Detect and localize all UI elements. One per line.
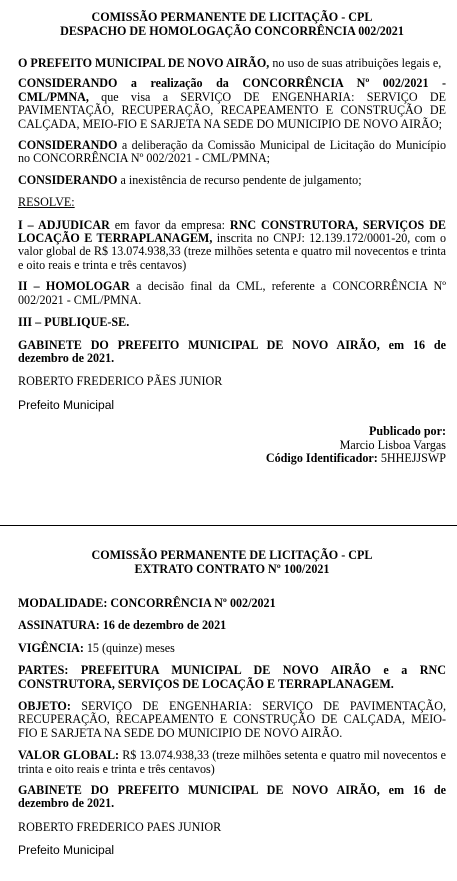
- consid2-bold: CONSIDERANDO: [18, 138, 118, 153]
- despacho-header-line1: COMISSÃO PERMANENTE DE LICITAÇÃO - CPL: [91, 10, 373, 24]
- item1-rest: em favor da empresa:: [109, 217, 230, 232]
- extrato-assinatura: [18, 619, 446, 632]
- intro-paragraph: [18, 57, 446, 70]
- item1-bold: I – ADJUDICAR: [18, 217, 110, 232]
- item-1-adjudicar: [18, 219, 446, 273]
- code-label: Código Identificador:: [265, 451, 378, 466]
- item2-ref: CONCORRÊNCIA Nº 002/2021 - CML/PMNA.: [18, 279, 446, 307]
- extrato-section: [18, 548, 446, 857]
- consid2-rest: a deliberação da Comissão Municipal de Licitação do Município no: [18, 138, 446, 166]
- consid1-object: SERVIÇO DE ENGENHARIA: SERVIÇO DE PAVIMENTAÇÃO, RECUPERAÇÃO, RECAPEAMENTO E CONSTRUÇÃO DE CALÇADA, MEIO-FIO E SARJETA NA SEDE DO MUNICIPIO DE NOVO AIRÃO;: [18, 89, 447, 131]
- objeto-label: OBJETO:: [18, 699, 71, 714]
- assinatura-label: ASSINATURA:: [18, 618, 100, 633]
- considerando-1: [18, 77, 446, 131]
- consid1-bold: CONSIDERANDO a realização da CONCORRÊNCIA Nº 002/2021 - CML/PMNA,: [18, 76, 446, 104]
- despacho-gabinete: GABINETE DO PREFEITO MUNICIPAL DE NOVO AIRÃO, em 16 de dezembro de 2021.: [18, 337, 446, 365]
- vigencia-label: VIGÊNCIA:: [18, 640, 84, 655]
- item-3-publique: III – PUBLIQUE-SE.: [18, 315, 130, 330]
- extrato-valor: [18, 749, 446, 776]
- objeto-value: SERVIÇO DE ENGENHARIA: SERVIÇO DE PAVIMENTAÇÃO, RECUPERAÇÃO, RECAPEAMENTO E CONSTRUÇÃO DE CALÇADA, MEIO-FIO E SARJETA NA SEDE DO MUNICIPIO DE NOVO AIRÃO.: [18, 699, 446, 740]
- vigencia-value: 15 (quinze) meses: [83, 640, 175, 655]
- code-value: 5HHEJJSWP: [380, 451, 446, 466]
- extrato-partes: PARTES: PREFEITURA MUNICIPAL DE NOVO AIRÃO e a RNC CONSTRUTORA, SERVIÇOS DE LOCAÇÃO E TERRAPLANAGEM.: [18, 663, 446, 691]
- extrato-signer-role: Prefeito Municipal: [18, 842, 115, 857]
- consid3-rest: a inexistência de recurso pendente de julgamento;: [117, 172, 362, 187]
- intro-rest: no uso de suas atribuições legais e,: [269, 56, 442, 70]
- considerando-3: [18, 174, 446, 187]
- code-identifier: [18, 452, 446, 465]
- intro-bold: O PREFEITO MUNICIPAL DE NOVO AIRÃO,: [18, 56, 270, 70]
- extrato-objeto: [18, 700, 446, 740]
- resolve-heading: RESOLVE:: [18, 195, 75, 210]
- extrato-header-line2: EXTRATO CONTRATO Nº 100/2021: [134, 562, 330, 576]
- consid2-ref: CONCORRÊNCIA Nº 002/2021 - CML/PMNA;: [33, 151, 271, 166]
- consid1-mid: que visa a: [88, 89, 181, 104]
- valor-value: R$ 13.074.938,33 (treze milhões setenta e quatro mil novecentos e trinta e oito reais e trinta e três centavos): [18, 748, 446, 776]
- consid3-bold: CONSIDERANDO: [18, 172, 118, 187]
- considerando-2: [18, 139, 446, 166]
- extrato-signer: ROBERTO FREDERICO PAES JUNIOR: [18, 819, 222, 834]
- published-label: Publicado por:: [369, 424, 446, 439]
- item2-rest: a decisão final da CML, referente a: [129, 279, 333, 294]
- section-divider: [0, 525, 457, 526]
- extrato-header-line1: COMISSÃO PERMANENTE DE LICITAÇÃO - CPL: [91, 548, 373, 562]
- extrato-vigencia: [18, 642, 446, 655]
- despacho-signer-role: Prefeito Municipal: [18, 398, 115, 413]
- assinatura-value: 16 de dezembro de 2021: [99, 618, 227, 633]
- item1-company: RNC CONSTRUTORA, SERVIÇOS DE LOCAÇÃO E TERRAPLANAGEM,: [18, 217, 447, 246]
- despacho-header: [18, 10, 446, 38]
- extrato-modalidade: MODALIDADE: CONCORRÊNCIA Nº 002/2021: [18, 596, 276, 610]
- despacho-header-line2: DESPACHO DE HOMOLOGAÇÃO CONCORRÊNCIA 002/2021: [60, 24, 404, 38]
- despacho-section: [18, 10, 446, 466]
- despacho-signer: ROBERTO FREDERICO PÃES JUNIOR: [18, 374, 223, 389]
- extrato-header: [18, 548, 446, 576]
- published-name: Marcio Lisboa Vargas: [339, 437, 446, 452]
- item-2-homologar: [18, 280, 446, 307]
- publication-info: [18, 425, 446, 465]
- item2-bold: II – HOMOLOGAR: [18, 279, 130, 294]
- extrato-gabinete: GABINETE DO PREFEITO MUNICIPAL DE NOVO AIRÃO, em 16 de dezembro de 2021.: [18, 783, 446, 811]
- valor-label: VALOR GLOBAL:: [18, 748, 120, 763]
- item1-tail: inscrita no CNPJ: 12.139.172/0001-20, com o valor global de R$ 13.074.938,33 (treze milhões setenta e quatro mil novecentos e trinta e oito reais e trinta e três centavos): [18, 231, 446, 272]
